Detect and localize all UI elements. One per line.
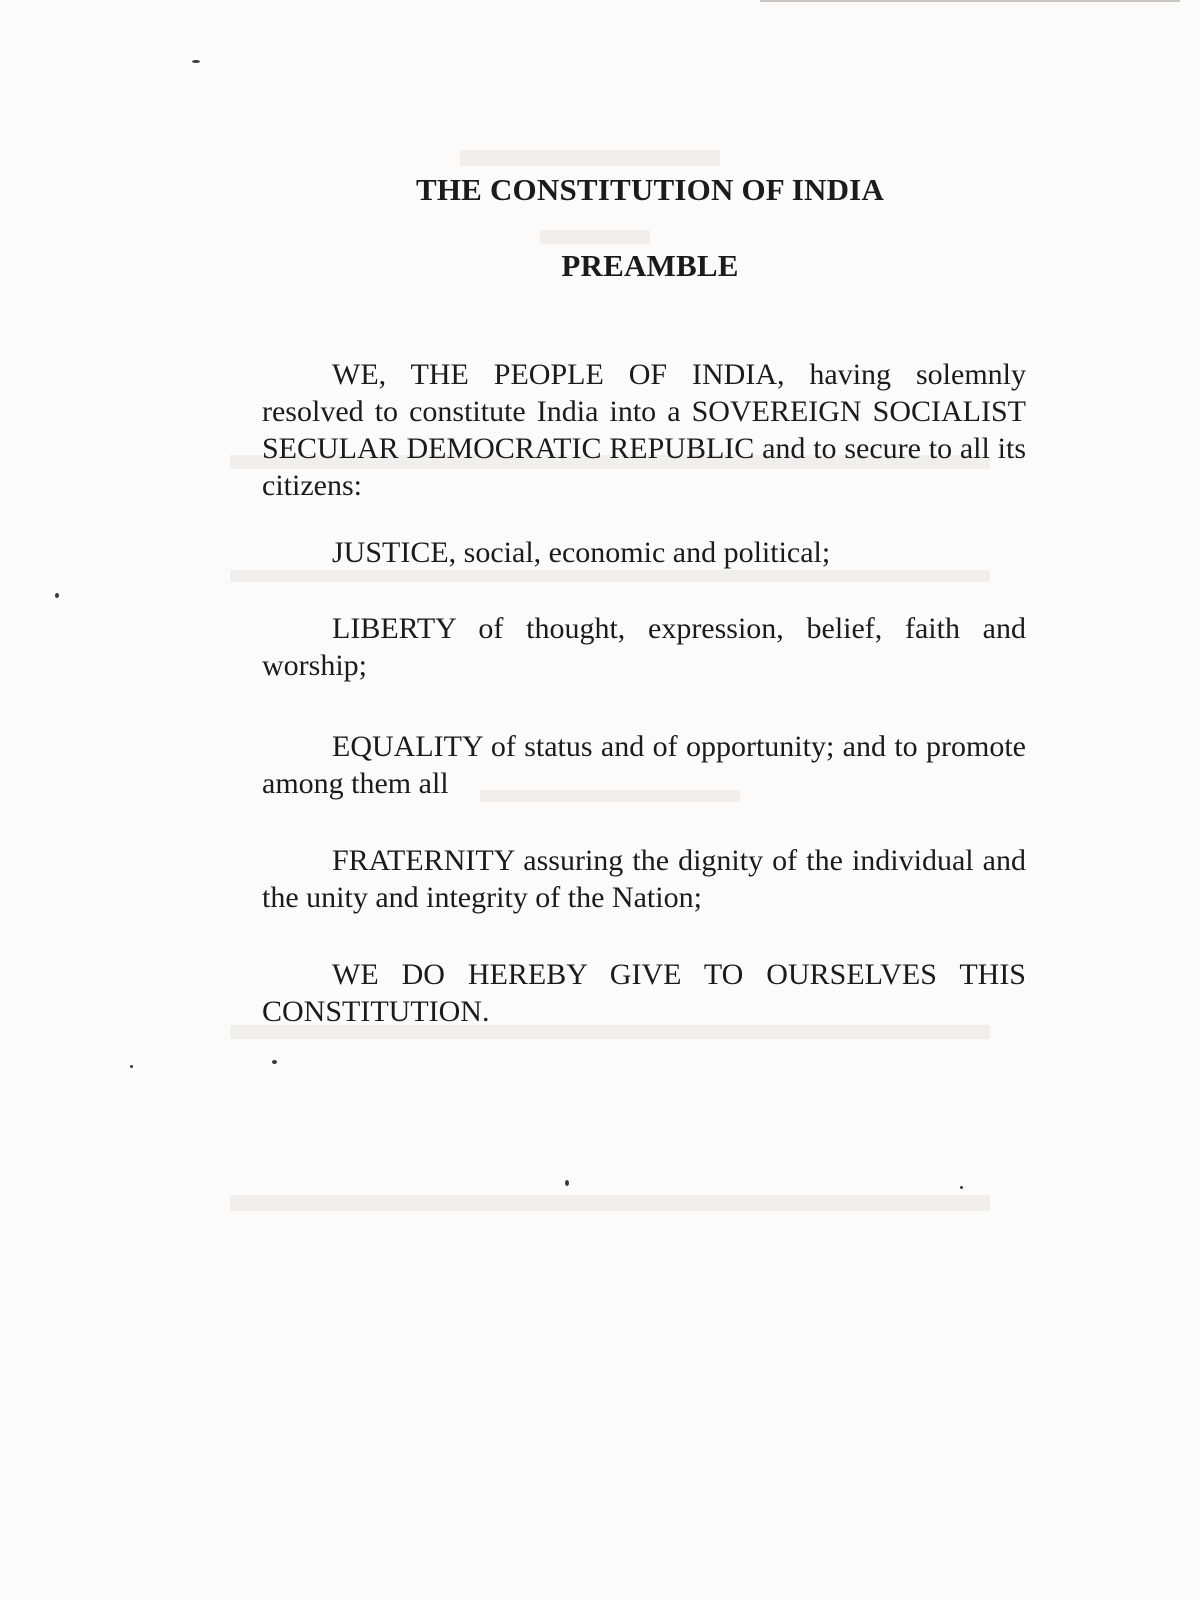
scan-speck — [960, 1186, 963, 1189]
scan-edge-line — [760, 0, 1180, 2]
scan-speck — [272, 1060, 277, 1064]
bleed-through-mark — [460, 150, 720, 166]
fraternity-paragraph: FRATERNITY assuring the dignity of the individual and the unity and integrity of the Nation; — [262, 844, 1026, 914]
scan-speck — [565, 1180, 569, 1186]
document-subtitle: PREAMBLE — [561, 248, 739, 283]
bleed-through-mark — [230, 570, 990, 582]
bleed-through-mark — [540, 230, 650, 244]
enactment-paragraph: WE DO HEREBY GIVE TO OURSELVES THIS CONSTITUTION. — [262, 958, 1026, 1028]
bleed-through-mark — [230, 1195, 990, 1211]
liberty-paragraph: LIBERTY of thought, expression, belief, faith and worship; — [262, 612, 1026, 682]
scan-speck — [192, 60, 200, 63]
preamble-opening-paragraph: WE, THE PEOPLE OF INDIA, having solemnly resolved to constitute India into a SOVEREIGN SOCIALIST SECULAR DEMOCRATIC REPUBLIC and to secure to all its citizens: — [262, 358, 1026, 502]
scan-speck — [55, 593, 59, 598]
scan-speck — [130, 1065, 133, 1068]
equality-paragraph: EQUALITY of status and of opportunity; and to promote among them all — [262, 730, 1026, 800]
justice-paragraph: JUSTICE, social, economic and political; — [332, 536, 831, 569]
document-title: THE CONSTITUTION OF INDIA — [415, 172, 885, 207]
